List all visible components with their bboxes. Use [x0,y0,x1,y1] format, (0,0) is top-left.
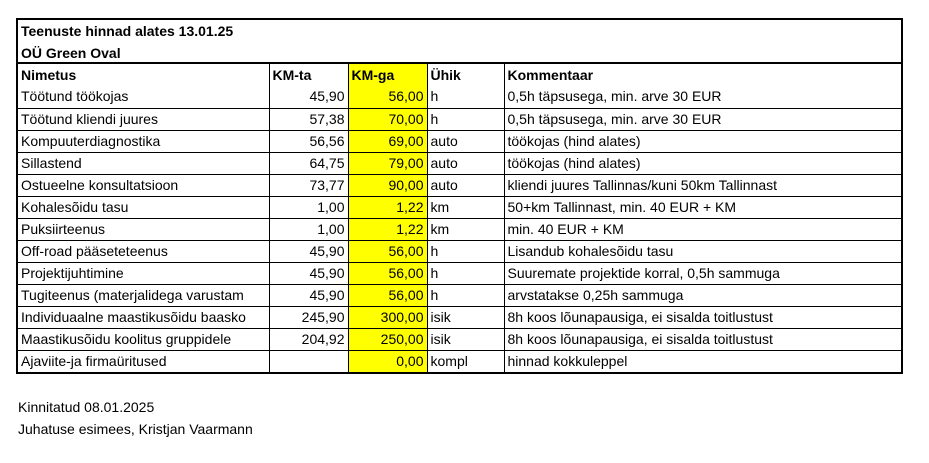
cell-unit: auto [427,152,504,174]
cell-gross: 1,22 [348,218,427,240]
cell-name: Töötund töökojas [18,86,269,108]
sheet-title: Teenuste hinnad alates 13.01.25 [21,23,234,39]
cell-unit: isik [427,306,504,328]
cell-comment: 8h koos lõunapausiga, ei sisalda toitlustust [504,306,901,328]
confirmation-date: Kinnitatud 08.01.2025 [18,399,155,415]
table-row [18,174,901,196]
cell-unit: auto [427,174,504,196]
cell-net: 73,77 [269,174,348,196]
cell-comment: Suuremate projektide korral, 0,5h sammuga [504,262,901,284]
cell-net: 1,00 [269,196,348,218]
cell-unit: km [427,218,504,240]
cell-net: 45,90 [269,284,348,306]
table-row [18,152,901,174]
cell-gross: 56,00 [348,284,427,306]
cell-unit: h [427,86,504,108]
cell-unit: h [427,262,504,284]
cell-gross: 0,00 [348,350,427,372]
table-row [18,86,901,108]
cell-comment: 50+km Tallinnast, min. 40 EUR + KM [504,196,901,218]
cell-gross: 300,00 [348,306,427,328]
table-row [18,240,901,262]
cell-comment: Lisandub kohalesõidu tasu [504,240,901,262]
cell-net: 204,92 [269,328,348,350]
table-row [18,306,901,328]
table-row [18,328,901,350]
column-header-name: Nimetus [18,64,269,86]
cell-unit: h [427,284,504,306]
cell-name: Puksiirteenus [18,218,269,240]
cell-net: 45,90 [269,86,348,108]
cell-name: Off-road pääseteteenus [18,240,269,262]
cell-net: 45,90 [269,240,348,262]
cell-net [269,350,348,372]
table-row [18,262,901,284]
cell-gross: 70,00 [348,108,427,130]
cell-comment: töökojas (hind alates) [504,152,901,174]
cell-net: 45,90 [269,262,348,284]
header-row [18,64,901,86]
column-header-net: KM-ta [269,64,348,86]
table-row [18,196,901,218]
cell-name: Kompuuterdiagnostika [18,130,269,152]
cell-unit: km [427,196,504,218]
table-row [18,218,901,240]
cell-net: 64,75 [269,152,348,174]
cell-comment: 0,5h täpsusega, min. arve 30 EUR [504,108,901,130]
cell-name: Ostueelne konsultatsioon [18,174,269,196]
cell-net: 1,00 [269,218,348,240]
cell-name: Kohalesõidu tasu [18,196,269,218]
cell-name: Maastikusõidu koolitus gruppidele [18,328,269,350]
cell-gross: 90,00 [348,174,427,196]
cell-name: Sillastend [18,152,269,174]
cell-gross: 250,00 [348,328,427,350]
signer-line: Juhatuse esimees, Kristjan Vaarmann [18,421,253,437]
cell-comment: hinnad kokkuleppel [507,352,628,369]
cell-gross: 79,00 [348,152,427,174]
column-header-gross: KM-ga [348,64,427,86]
cell-comment: 8h koos lõunapausiga, ei sisalda toitlustust [504,328,901,350]
table-row [18,108,901,130]
company-name: OÜ Green Oval [18,42,901,64]
cell-comment: min. 40 EUR + KM [504,218,901,240]
cell-comment: 0,5h täpsusega, min. arve 30 EUR [504,86,901,108]
cell-unit: kompl [427,350,504,372]
price-table [18,64,901,372]
cell-comment: arvstatakse 0,25h sammuga [504,284,901,306]
cell-name: Individuaalne maastikusõidu baasko [18,306,269,328]
price-table-sheet [16,18,903,374]
cell-name: Projektijuhtimine [18,262,269,284]
cell-gross: 1,22 [348,196,427,218]
cell-gross: 56,00 [348,262,427,284]
cell-gross: 69,00 [348,130,427,152]
table-row [18,350,901,372]
cell-unit: h [427,108,504,130]
cell-name: Tugiteenus (materjalidega varustam [18,284,269,306]
column-header-comment: Kommentaar [507,66,594,83]
cell-net: 56,56 [269,130,348,152]
cell-gross: 56,00 [348,86,427,108]
column-header-unit: Ühik [427,64,504,86]
cell-name: Töötund kliendi juures [18,108,269,130]
cell-net: 57,38 [269,108,348,130]
table-row [18,130,901,152]
cell-unit: auto [427,130,504,152]
cell-unit: h [427,240,504,262]
cell-unit: isik [427,328,504,350]
cell-name: Ajaviite-ja firmaüritused [18,350,269,372]
cell-gross: 56,00 [348,240,427,262]
table-row [18,284,901,306]
cell-net: 245,90 [269,306,348,328]
cell-comment: töökojas (hind alates) [504,130,901,152]
cell-comment: kliendi juures Tallinnas/kuni 50km Tallinnast [504,174,901,196]
